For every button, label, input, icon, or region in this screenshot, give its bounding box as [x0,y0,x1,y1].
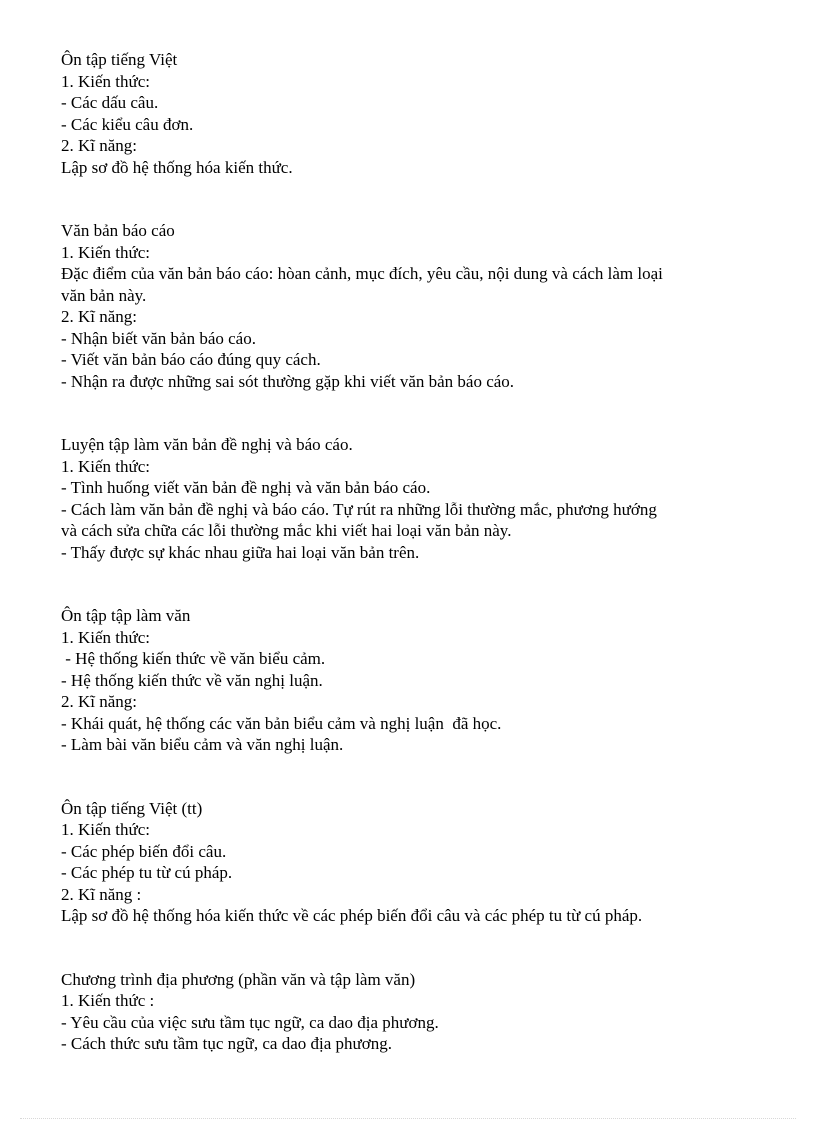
section-line: - Yêu cầu của việc sưu tầm tục ngữ, ca dao địa phương. [61,1012,439,1032]
section-line: - Thấy được sự khác nhau giữa hai loại văn bản trên. [61,542,420,562]
section-line: - Cách thức sưu tầm tục ngữ, ca dao địa phương. [61,1034,392,1053]
section-line: 2. Kĩ năng: [61,307,138,326]
section-line: 1. Kiến thức: [61,820,151,839]
section-line: - Cách làm văn bản đề nghị và báo cáo. Tự rút ra những lỗi thường mắc, phương hướng [61,499,657,519]
section-spacer [61,178,761,220]
section-line: - Hệ thống kiến thức về văn biểu cảm. [61,649,326,668]
section-line: - Các phép biến đổi câu. [61,841,227,861]
section-line: Lập sơ đồ hệ thống hóa kiến thức về các phép biến đổi câu và các phép tu từ cú pháp. [61,906,643,925]
section-line: Lập sơ đồ hệ thống hóa kiến thức. [61,157,293,177]
section-line: 1. Kiến thức: [61,71,151,91]
section-luyen-tap-lam-van-ban [61,434,761,563]
section-spacer [61,563,761,605]
section-line: - Các kiểu câu đơn. [61,114,194,134]
section-line: - Các dấu câu. [61,93,159,112]
section-spacer [61,927,761,969]
section-line: - Các phép tu từ cú pháp. [61,863,233,882]
document-page [61,49,761,1055]
section-title: Ôn tập tập làm văn [61,606,191,625]
section-title: Chương trình địa phương (phần văn và tập làm văn) [61,969,416,989]
section-line: 1. Kiến thức: [61,242,151,262]
section-line: 2. Kĩ năng: [61,136,138,155]
section-chuong-trinh-dia-phuong [61,969,761,1055]
section-line: 1. Kiến thức: [61,627,151,647]
section-spacer [61,392,761,434]
section-line: - Tình huống viết văn bản đề nghị và văn bản báo cáo. [61,478,431,497]
section-line: 1. Kiến thức: [61,456,151,476]
section-line: 1. Kiến thức : [61,991,155,1010]
section-line: - Làm bài văn biểu cảm và văn nghị luận. [61,735,344,754]
page-bottom-divider [20,1118,796,1119]
section-line: - Khái quát, hệ thống các văn bản biểu cảm và nghị luận đã học. [61,713,502,733]
section-line: - Nhận biết văn bản báo cáo. [61,328,256,348]
section-line: văn bản này. [61,285,147,305]
section-title: Luyện tập làm văn bản đề nghị và báo cáo. [61,435,353,454]
section-on-tap-tap-lam-van [61,605,761,756]
section-line: - Viết văn bản báo cáo đúng quy cách. [61,350,321,369]
section-on-tap-tieng-viet [61,49,761,178]
section-spacer [61,756,761,798]
section-title: Ôn tập tiếng Việt [61,50,178,69]
section-line: 2. Kĩ năng: [61,692,138,711]
section-line: và cách sửa chữa các lỗi thường mắc khi viết hai loại văn bản này. [61,521,512,540]
section-line: 2. Kĩ năng : [61,884,142,904]
section-title: Ôn tập tiếng Việt (tt) [61,798,203,818]
section-title: Văn bản báo cáo [61,221,175,240]
section-line: - Nhận ra được những sai sót thường gặp khi viết văn bản báo cáo. [61,371,515,391]
section-van-ban-bao-cao [61,220,761,392]
section-on-tap-tieng-viet-tt [61,798,761,927]
section-line: - Hệ thống kiến thức về văn nghị luận. [61,670,323,690]
section-line: Đặc điểm của văn bản báo cáo: hòan cảnh, mục đích, yêu cầu, nội dung và cách làm loại [61,264,663,283]
